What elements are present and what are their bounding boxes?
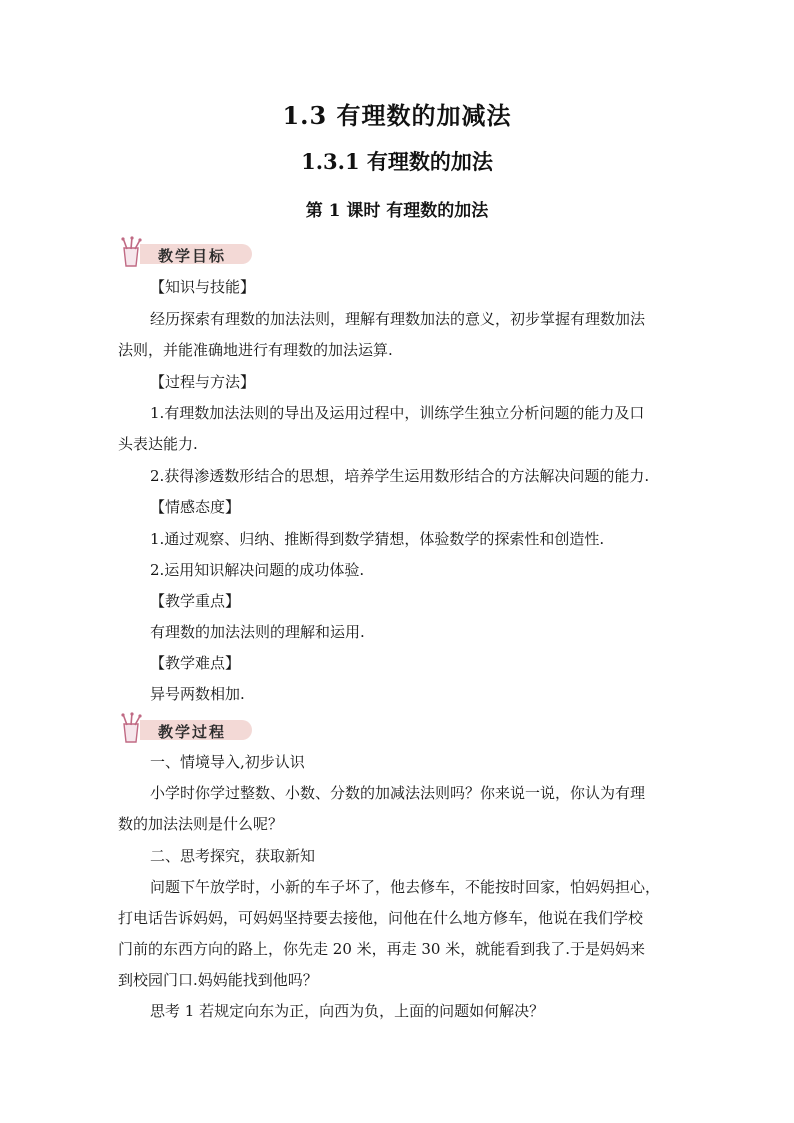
subsection-title: 1.3.1 有理数的加法 <box>301 149 493 174</box>
paragraph-line: 门前的东西方向的路上，你先走 20 米，再走 30 米，就能看到我了.于是妈妈来 <box>118 940 646 958</box>
paragraph-line: 经历探索有理数的加法法则，理解有理数加法的意义，初步掌握有理数加法 <box>150 310 646 328</box>
paragraph-line: 头表达能力. <box>118 435 198 453</box>
banner-teaching-goals <box>118 236 258 268</box>
section-heading: 一、情境导入,初步认识 <box>150 753 305 771</box>
difficulty-heading: 【教学难点】 <box>150 654 241 672</box>
banner-teaching-process <box>118 712 258 744</box>
knowledge-heading: 【知识与技能】 <box>150 278 256 296</box>
paragraph-line: 2.运用知识解决问题的成功体验. <box>150 561 365 579</box>
paragraph-line: 有理数的加法法则的理解和运用. <box>150 623 365 641</box>
paragraph-line: 思考 1 若规定向东为正，向西为负，上面的问题如何解决？ <box>150 1002 545 1020</box>
pencil-cup-icon <box>118 236 158 268</box>
section-title: 1.3 有理数的加减法 <box>282 101 512 130</box>
section-heading: 二、思考探究，获取新知 <box>150 847 316 865</box>
paragraph-line: 1.有理数加法法则的导出及运用过程中，训练学生独立分析问题的能力及口 <box>150 404 645 422</box>
pencil-cup-icon <box>118 712 158 744</box>
paragraph-line: 问题下午放学时，小新的车子坏了，他去修车，不能按时回家，怕妈妈担心， <box>150 878 661 896</box>
key-point-heading: 【教学重点】 <box>150 592 241 610</box>
paragraph-line: 1.通过观察、归纳、推断得到数学猜想，体验数学的探索性和创造性. <box>150 530 605 548</box>
paragraph-line: 数的加法法则是什么呢？ <box>118 815 284 833</box>
banner-label: 教学过程 <box>158 723 227 741</box>
lesson-title: 第 1 课时 有理数的加法 <box>305 201 489 221</box>
banner-label: 教学目标 <box>158 247 227 265</box>
process-heading: 【过程与方法】 <box>150 373 256 391</box>
paragraph-line: 异号两数相加. <box>150 685 245 703</box>
paragraph-line: 法则，并能准确地进行有理数的加法运算. <box>118 341 393 359</box>
paragraph-line: 2.获得渗透数形结合的思想，培养学生运用数形结合的方法解决问题的能力. <box>150 467 650 485</box>
paragraph-line: 小学时你学过整数、小数、分数的加减法法则吗？你来说一说，你认为有理 <box>150 784 646 802</box>
attitude-heading: 【情感态度】 <box>150 498 241 516</box>
paragraph-line: 打电话告诉妈妈，可妈妈坚持要去接他，问他在什么地方修车，他说在我们学校 <box>118 909 644 927</box>
paragraph-line: 到校园门口.妈妈能找到他吗？ <box>118 971 318 989</box>
